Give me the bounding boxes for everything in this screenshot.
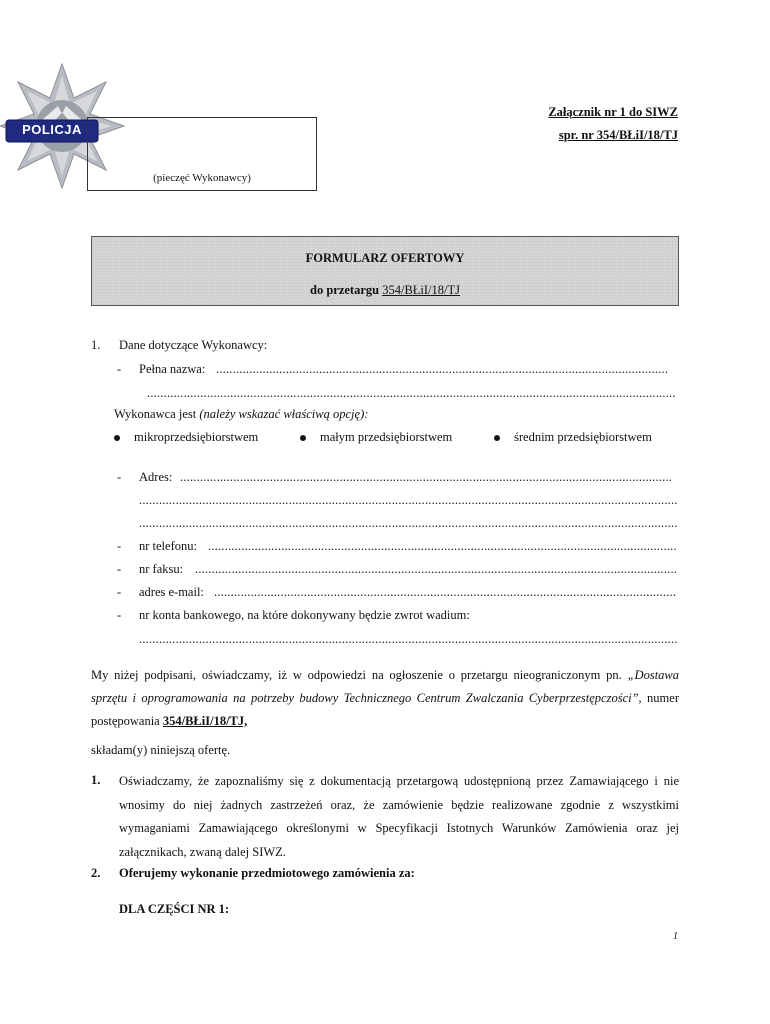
bullet-icon	[300, 435, 306, 441]
form-title-box	[91, 236, 679, 306]
page-number: 1	[673, 931, 678, 942]
dash-phone: -	[117, 539, 122, 553]
annex-title: Załącznik nr 1 do SIWZ	[548, 105, 678, 119]
declaration-part2: , numer postępowania	[91, 691, 679, 728]
address-field-line2[interactable]	[139, 493, 677, 508]
full-name-field-line2[interactable]	[147, 386, 676, 401]
dash-fax: -	[117, 562, 122, 576]
point-2-text: Oferujemy wykonanie przedmiotowego zamówienia za:	[119, 866, 415, 880]
annex-reference	[548, 101, 678, 147]
offer-line: składam(y) niniejszą ofertę.	[91, 743, 231, 757]
subtitle-number: 354/BŁiI/18/TJ	[382, 283, 460, 297]
option-small-label: małym przedsiębiorstwem	[320, 430, 453, 444]
address-field[interactable]	[180, 470, 673, 485]
option-medium[interactable]	[494, 430, 652, 445]
point-2-number: 2.	[91, 866, 101, 880]
contractor-type-label	[114, 407, 368, 422]
full-name-field[interactable]	[216, 362, 668, 377]
fax-field[interactable]	[195, 562, 676, 577]
option-micro[interactable]	[114, 430, 258, 445]
contractor-type-text: Wykonawca jest	[114, 407, 197, 421]
point-1-text: Oświadczamy, że zapoznaliśmy się z dokumentacją przetargową udostępnioną przez Zamawiającego i nie wnosimy do niej żadnych zastrzeżeń oraz, że zamówienie będzie realizowane zgodnie z wszystkimi wymaganiami Zamawiającego określonymi w Specyfikacji Istotnych Warunków Zamówienia oraz jej załącznikach, zwaną dalej SIWZ.	[119, 774, 679, 859]
phone-field[interactable]	[208, 539, 677, 554]
dash-name: -	[117, 362, 122, 376]
form-subtitle	[92, 283, 678, 298]
subtitle-prefix: do przetargu	[310, 283, 380, 297]
option-small[interactable]	[300, 430, 452, 445]
dash-bank: -	[117, 608, 122, 622]
email-label: adres e-mail:	[139, 585, 204, 599]
stamp-label: (pieczęć Wykonawcy)	[153, 172, 251, 184]
fax-label: nr faksu:	[139, 562, 184, 576]
full-name-label: Pełna nazwa:	[139, 362, 206, 376]
section-heading: Dane dotyczące Wykonawcy:	[119, 338, 268, 352]
bank-account-field[interactable]	[139, 632, 677, 647]
address-label: Adres:	[139, 470, 173, 484]
form-title: FORMULARZ OFERTOWY	[305, 251, 465, 265]
tender-title: „Dostawa sprzętu i oprogramowania na potrzeby budowy Technicznego Centrum Zwalczania Cyberprzestępczości”	[91, 668, 680, 705]
bullet-icon	[494, 435, 500, 441]
logo-text: POLICJA	[22, 122, 82, 137]
contractor-type-hint: (należy wskazać właściwą opcję):	[199, 407, 369, 421]
dash-address: -	[117, 470, 122, 484]
email-field[interactable]	[214, 585, 677, 600]
address-field-line3[interactable]	[139, 516, 677, 531]
bullet-icon	[114, 435, 120, 441]
option-medium-label: średnim przedsiębiorstwem	[514, 430, 652, 444]
declaration-part1: My niżej podpisani, oświadczamy, iż w odpowiedzi na ogłoszenie o przetargu nieograniczonym pn.	[91, 668, 622, 682]
section-number: 1.	[91, 338, 101, 352]
case-number: spr. nr 354/BŁiI/18/TJ	[558, 128, 678, 142]
option-micro-label: mikroprzedsiębiorstwem	[134, 430, 259, 444]
part-heading: DLA CZĘŚCI NR 1:	[119, 902, 230, 916]
phone-label: nr telefonu:	[139, 539, 197, 553]
point-1-number: 1.	[91, 773, 101, 787]
procedure-number: 354/BŁiI/18/TJ,	[162, 714, 248, 728]
declaration-paragraph	[91, 664, 679, 733]
dash-email: -	[117, 585, 122, 599]
bank-account-label: nr konta bankowego, na które dokonywany będzie zwrot wadium:	[139, 608, 470, 622]
